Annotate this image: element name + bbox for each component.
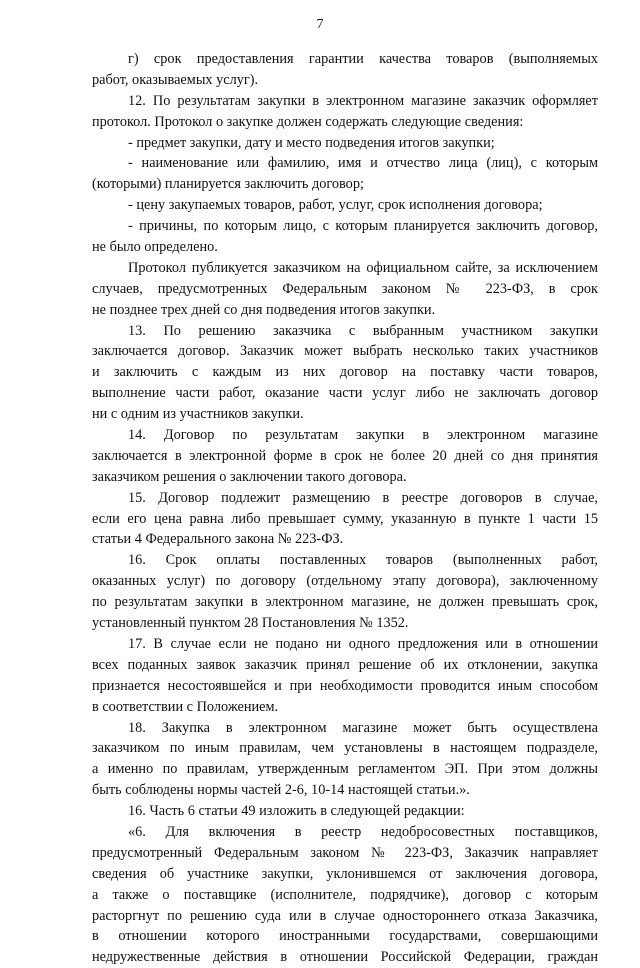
- text-line: установленный пунктом 28 Постановления № 1352.: [92, 615, 409, 632]
- document-body: [92, 49, 598, 968]
- text-line: работ, оказываемых услуг).: [92, 71, 259, 88]
- text-line: «6. Для включения в реестр недобросовестных поставщиков,: [128, 823, 598, 840]
- text-line: случаев, предусмотренных Федеральным законом № 223-ФЗ, в срок: [92, 280, 598, 297]
- text-line: признается несостоявшейся и при необходимости проводится иным способом: [92, 677, 598, 694]
- text-line: заключается договор. Заказчик может выбрать несколько таких участников: [92, 343, 598, 360]
- text-line: сведения об участнике закупки, уклонившемся от заключения договора,: [92, 865, 598, 882]
- text-line: 16. Срок оплаты поставленных товаров (выполненных работ,: [128, 552, 598, 569]
- text-line: протокол. Протокол о закупке должен содержать следующие сведения:: [92, 113, 524, 130]
- text-line: если его цена равна либо превышает сумму, указанную в пункте 1 части 15: [92, 510, 598, 527]
- text-line: 14. Договор по результатам закупки в электронном магазине: [128, 427, 598, 444]
- text-line: выполнение части работ, оказание части услуг либо не заключать договор: [92, 385, 598, 402]
- text-line: оказанных услуг) по договору (отдельному этапу договора), заключенному: [92, 573, 598, 590]
- text-line: заключается в электронной форме в срок не более 20 дней со дня принятия: [92, 447, 598, 464]
- text-line: заказчиком по иным правилам, чем установлены в настоящем подразделе,: [92, 740, 598, 757]
- text-line: быть соблюдены нормы частей 2-6, 10-14 настоящей статьи.».: [92, 782, 470, 799]
- text-line: расторгнут по решению суда или в случае одностороннего отказа Заказчика,: [92, 907, 598, 924]
- text-line: 12. По результатам закупки в электронном магазине заказчик оформляет: [128, 92, 598, 109]
- text-line: статьи 4 Федерального закона № 223-ФЗ.: [92, 531, 344, 548]
- text-line: 13. По решению заказчика с выбранным участником закупки: [128, 322, 598, 339]
- text-line: Протокол публикуется заказчиком на официальном сайте, за исключением: [128, 259, 598, 276]
- text-line: 16. Часть 6 статьи 49 изложить в следующей редакции:: [128, 803, 465, 820]
- text-line: - причины, по которым лицо, с которым планируется заключить договор,: [128, 218, 598, 235]
- text-line: не позднее трех дней со дня подведения итогов закупки.: [92, 301, 436, 318]
- text-line: 17. В случае если не подано ни одного предложения или в отношении: [128, 635, 598, 652]
- text-line: а также о поставщике (исполнителе, подрядчике), договор с которым: [92, 886, 598, 903]
- text-line: 15. Договор подлежит размещению в реестре договоров в случае,: [128, 489, 598, 506]
- text-line: г) срок предоставления гарантии качества товаров (выполняемых: [128, 51, 598, 67]
- text-line: в соответствии с Положением.: [92, 698, 279, 715]
- text-line: - цену закупаемых товаров, работ, услуг, срок исполнения договора;: [128, 197, 543, 214]
- text-line: не было определено.: [92, 239, 218, 256]
- text-line: заказчиком решения о заключении такого договора.: [92, 468, 407, 485]
- text-line: недружественные действия в отношении Российской Федерации, граждан: [92, 949, 598, 966]
- page-number: 7: [316, 17, 324, 32]
- text-line: по результатам закупки в электронном магазине, не должен превышать срок,: [92, 594, 598, 611]
- text-line: 18. Закупка в электронном магазине может быть осуществлена: [128, 719, 598, 736]
- text-line: и заключить с каждым из них договор на поставку части товаров,: [92, 364, 598, 381]
- text-line: (которыми) планируется заключить договор;: [92, 176, 364, 193]
- text-line: - наименование или фамилию, имя и отчество лица (лиц), с которым: [128, 155, 598, 172]
- text-line: а именно по правилам, утвержденным регламентом ЭП. При этом должны: [92, 761, 598, 778]
- text-line: предусмотренный Федеральным законом № 223-ФЗ, Заказчик направляет: [92, 844, 598, 861]
- text-line: всех поданных заявок заказчик принял решение об их отклонении, закупка: [92, 656, 598, 673]
- text-line: - предмет закупки, дату и место подведения итогов закупки;: [128, 134, 495, 151]
- text-line: в отношении которого иностранными государствами, совершающими: [92, 928, 598, 945]
- text-line: ни с одним из участников закупки.: [92, 406, 304, 423]
